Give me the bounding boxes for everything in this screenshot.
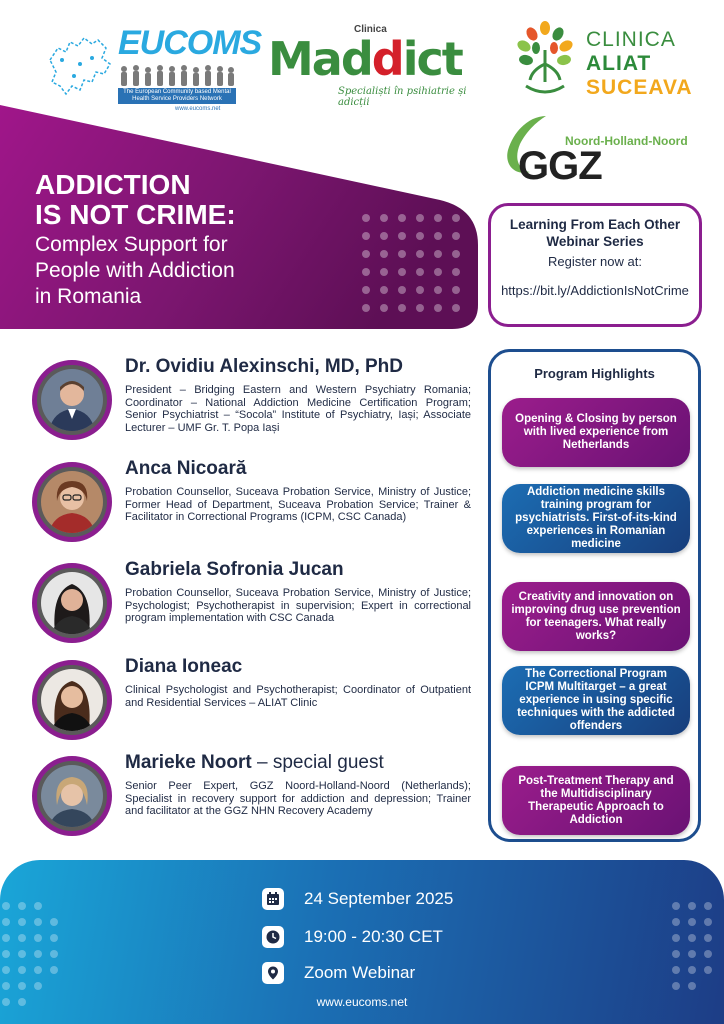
program-highlights [488,349,701,842]
people-silhouettes-icon [118,64,236,86]
highlight-item: Opening & Closing by person with lived experience from Netherlands [502,398,690,467]
clock-icon [262,926,284,948]
speaker-name [125,656,242,678]
event-location: Zoom Webinar [304,963,416,982]
hero-subtitle-line: People with Addiction [35,259,235,282]
speaker-avatar [32,360,112,440]
register-box [488,203,702,327]
highlight-item: Addiction medicine skills training program for psychiatrists. First-of-its-kind experiences in Romanian medicine [502,484,690,553]
speaker-avatar [32,660,112,740]
speaker-photo [41,669,103,731]
speaker-photo [41,765,103,827]
speaker-name-text: Dr. Ovidiu Alexinschi, MD, PhD [125,356,404,377]
speaker-description: Clinical Psychologist and Psychotherapist; Coordinator of Outpatient and Residential Services – ALIAT Clinic [125,684,471,709]
addict-wordmark [268,32,462,86]
decorative-dots [670,900,724,1010]
hero-subtitle-line: in Romania [35,285,142,308]
speaker-description: Probation Counsellor, Suceava Probation Service, Ministry of Justice; Psychologist; Psychotherapist in supervision; Expert in correctional program implementation with CSC Canada [125,587,471,624]
speaker-name-text: Marieke Noort [125,752,252,773]
hero-heading [35,170,335,310]
event-footer [0,860,724,1024]
speaker-description: President – Bridging Eastern and Western Psychiatry Romania; Coordinator – National Addiction Medicine Certification Program; Senior Psychiatrist – “Socola” Institute of Psychiatry, Iași; Associate Lecturer – UMF Gr. T. Popa Iași [125,384,471,434]
speaker-name-text: Diana Ioneac [125,656,243,677]
eucoms-logo-site: www.eucoms.net [175,106,221,112]
aliat-line2: ALIAT [586,52,652,75]
event-time-row [262,926,443,948]
highlight-item: Post-Treatment Therapy and the Multidisciplinary Therapeutic Approach to Addiction [502,766,690,835]
speaker-description: Senior Peer Expert, GGZ Noord-Holland-Noord (Netherlands); Specialist in recovery support for addiction and depression; Trainer and facilitator at the GGZ NHN Recovery Academy [125,780,471,817]
speaker-avatar [32,756,112,836]
addict-word-end: ict [402,32,462,86]
europe-map-icon [40,30,120,110]
ggz-word: GGZ [518,144,602,188]
event-date: 24 September 2025 [304,889,454,908]
addict-word-red: d [371,32,403,86]
event-time: 19:00 - 20:30 CET [304,927,443,946]
speaker-name [125,752,384,774]
program-title: Program Highlights [534,366,655,381]
clinica-addict-logo [268,24,483,108]
hero-title-line1: ADDICTION [35,169,191,200]
eucoms-tagline: The European Community based Mental Health Service Providers Network [118,88,236,104]
decorative-dots [358,210,468,320]
event-date-row [262,888,453,910]
special-guest-label: – special guest [251,752,384,773]
hero-subtitle-line: Complex Support for [35,233,228,256]
hero-title-line2: IS NOT CRIME: [35,199,236,230]
speaker-photo [41,471,103,533]
highlight-item: The Correctional Program ICPM Multitarget – a great experience in using specific techniques with the addicted offenders [502,666,690,735]
aliat-line1: CLINICA [586,28,676,51]
speaker-name-text: Anca Nicoară [125,458,247,479]
speaker-avatar [32,563,112,643]
speaker-name [125,559,344,581]
location-pin-icon [262,962,284,984]
webinar-series-title: Learning From Each Other Webinar Series [509,217,681,249]
register-cta: Register now at: [548,254,642,269]
ggz-region: Noord-Holland-Noord [565,134,688,148]
eucoms-logo [40,20,262,115]
ggz-logo [500,110,710,188]
speaker-name [125,458,246,480]
tree-icon [512,20,578,100]
speaker-name-text: Gabriela Sofronia Jucan [125,559,344,580]
footer-website-link[interactable]: www.eucoms.net [316,995,408,1009]
addict-subtitle: Specialiști în psihiatrie și adicții [338,86,467,108]
aliat-line3: SUCEAVA [586,76,693,99]
hero-subtitle [35,232,335,310]
register-link[interactable]: https://bit.ly/AddictionIsNotCrime [501,283,689,298]
speaker-avatar [32,462,112,542]
speaker-photo [41,572,103,634]
highlight-item: Creativity and innovation on improving drug use prevention for teenagers. What really works? [502,582,690,651]
addict-clinica-label: Clinica [354,24,387,35]
speaker-photo [41,369,103,431]
calendar-icon [262,888,284,910]
speaker-name [125,356,403,378]
speaker-description: Probation Counsellor, Suceava Probation Service, Ministry of Justice; Former Head of Department, Suceava Probation Service; Trainer & Facilitator in Correctional Programs (ICPM, CSC Canada) [125,486,471,523]
addict-word-start: ad [311,32,372,86]
clinica-aliat-logo [512,20,712,105]
eucoms-brand: EUCOMS [118,24,262,62]
addict-prefix: M [268,32,312,86]
event-location-row [262,962,415,984]
